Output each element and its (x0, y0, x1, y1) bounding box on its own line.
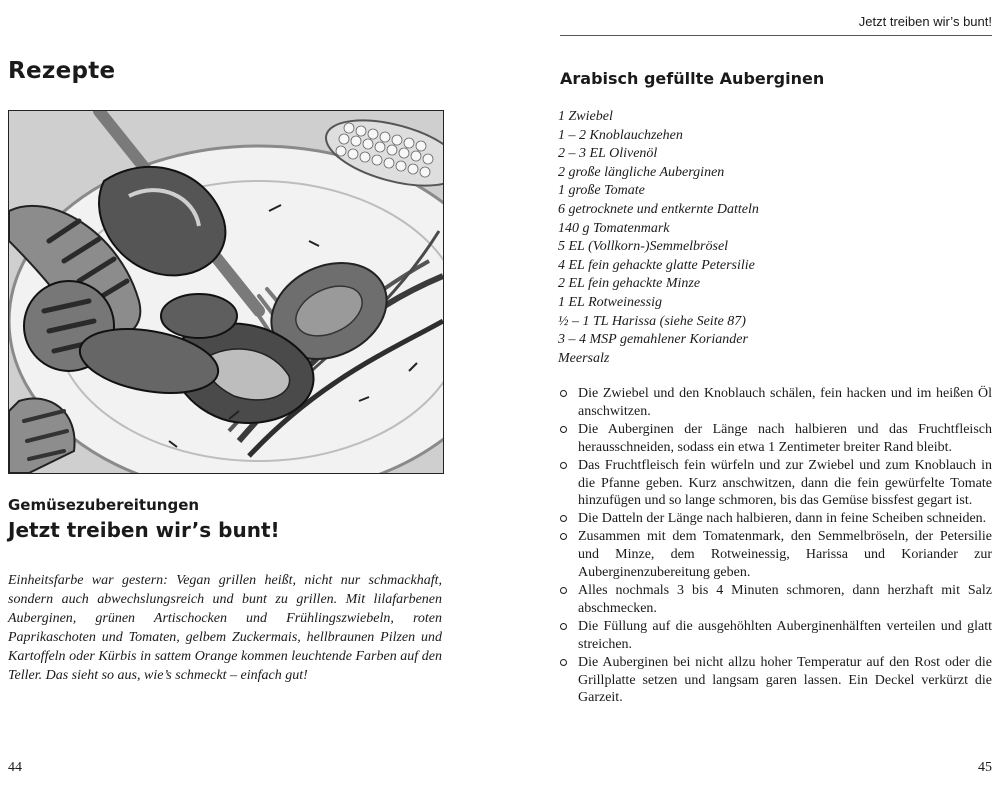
grilled-vegetables-illustration (8, 110, 444, 474)
step-item (558, 421, 992, 457)
bullet-circle-icon (560, 587, 567, 594)
bullet-circle-icon (560, 623, 567, 630)
ingredient-item: 2 große längliche Auberginen (558, 164, 725, 180)
preparation-steps (558, 385, 992, 707)
step-item (558, 385, 992, 421)
ingredient-list (558, 108, 759, 368)
page-number-left: 44 (8, 760, 22, 775)
ingredient-item: 1 große Tomate (558, 183, 645, 199)
ingredient-item: 1 Zwiebel (558, 109, 613, 124)
step-text: Die Auberginen der Länge nach halbieren und das Fruchtfleisch herausschneiden, sodass ein etwa 1 Zentimeter breiter Rand bleibt. (578, 421, 992, 455)
ingredient-item: 5 EL (Vollkorn-)Semmelbrösel (558, 239, 729, 255)
step-text: Die Auberginen bei nicht allzu hoher Temperatur auf den Rost oder die Grillplatte setzen und langsam garen lassen. Ein Deckel verkürzt die Garzeit. (578, 654, 992, 706)
step-text: Die Füllung auf die ausgehöhlten Auberginenhälften verteilen und glatt streichen. (578, 618, 992, 652)
step-item (558, 528, 992, 582)
step-item (558, 654, 992, 708)
headline: Jetzt treiben wir’s bunt! (8, 518, 280, 542)
subtitle: Gemüsezubereitungen (8, 496, 200, 514)
page-number-right: 45 (978, 760, 992, 775)
bullet-circle-icon (560, 390, 567, 397)
step-text: Zusammen mit dem Tomatenmark, den Semmelbröseln, der Petersilie und Minze, dem Rotweinessig, Harissa und Koriander zur Auberginenzubereitung geben. (578, 529, 992, 581)
step-text: Die Datteln der Länge nach halbieren, dann in feine Scheiben schneiden. (578, 511, 987, 527)
running-head: Jetzt treiben wir’s bunt! (560, 14, 992, 36)
step-text: Alles nochmals 3 bis 4 Minuten schmoren, dann herzhaft mit Salz abschmecken. (578, 582, 992, 616)
step-item (558, 457, 992, 511)
step-item (558, 510, 992, 528)
intro-paragraph: Einheitsfarbe war gestern: Vegan grillen heißt, nicht nur schmackhaft, sondern auch abwechslungsreich und bunt zu grillen. Mit lilafarbenen Auberginen, grünen Artischocken und Frühlingszwiebeln, roten Paprikaschoten und Tomaten, gelbem Zuckermais, hellbraunen Pilzen und Kartoffeln oder Kürbis in sattem Orange kommen leuchtende Farben auf den Teller. Das sieht so aus, wie’s schmeckt – einfach gut! (8, 573, 442, 683)
bullet-circle-icon (560, 515, 567, 522)
bullet-circle-icon (560, 659, 567, 666)
bullet-circle-icon (560, 533, 567, 540)
step-item (558, 618, 992, 654)
step-text: Die Zwiebel und den Knoblauch schälen, fein hacken und im heißen Öl anschwitzen. (578, 386, 992, 419)
bullet-circle-icon (560, 462, 567, 469)
ingredient-item: ½ – 1 TL Harissa (siehe Seite 87) (558, 313, 746, 329)
ingredient-item: 1 EL Rotweinessig (558, 294, 662, 310)
ingredient-item: 1 – 2 Knoblauchzehen (558, 127, 683, 143)
recipe-title: Arabisch gefüllte Auberginen (560, 69, 825, 88)
ingredient-item: 3 – 4 MSP gemahlener Koriander (558, 332, 748, 348)
ingredient-item: 2 EL fein gehackte Minze (558, 276, 701, 292)
section-title: Rezepte (8, 58, 116, 84)
ingredient-item: 2 – 3 EL Olivenöl (558, 146, 658, 162)
ingredient-item: Meersalz (558, 350, 610, 366)
step-text: Das Fruchtfleisch fein würfeln und zur Zwiebel und zum Knoblauch in die Pfanne geben. Kurz anschwitzen, dann die fein gewürfelte Tomate hinzufügen und so lange schmoren, bis das Gemüse bissfest gegart ist. (578, 457, 992, 509)
ingredient-item: 6 getrocknete und entkernte Datteln (558, 201, 759, 217)
right-page (500, 0, 1000, 800)
ingredient-item: 4 EL fein gehackte glatte Petersilie (558, 257, 755, 273)
step-item (558, 582, 992, 618)
bullet-circle-icon (560, 426, 567, 433)
ingredient-item: 140 g Tomatenmark (558, 220, 670, 236)
